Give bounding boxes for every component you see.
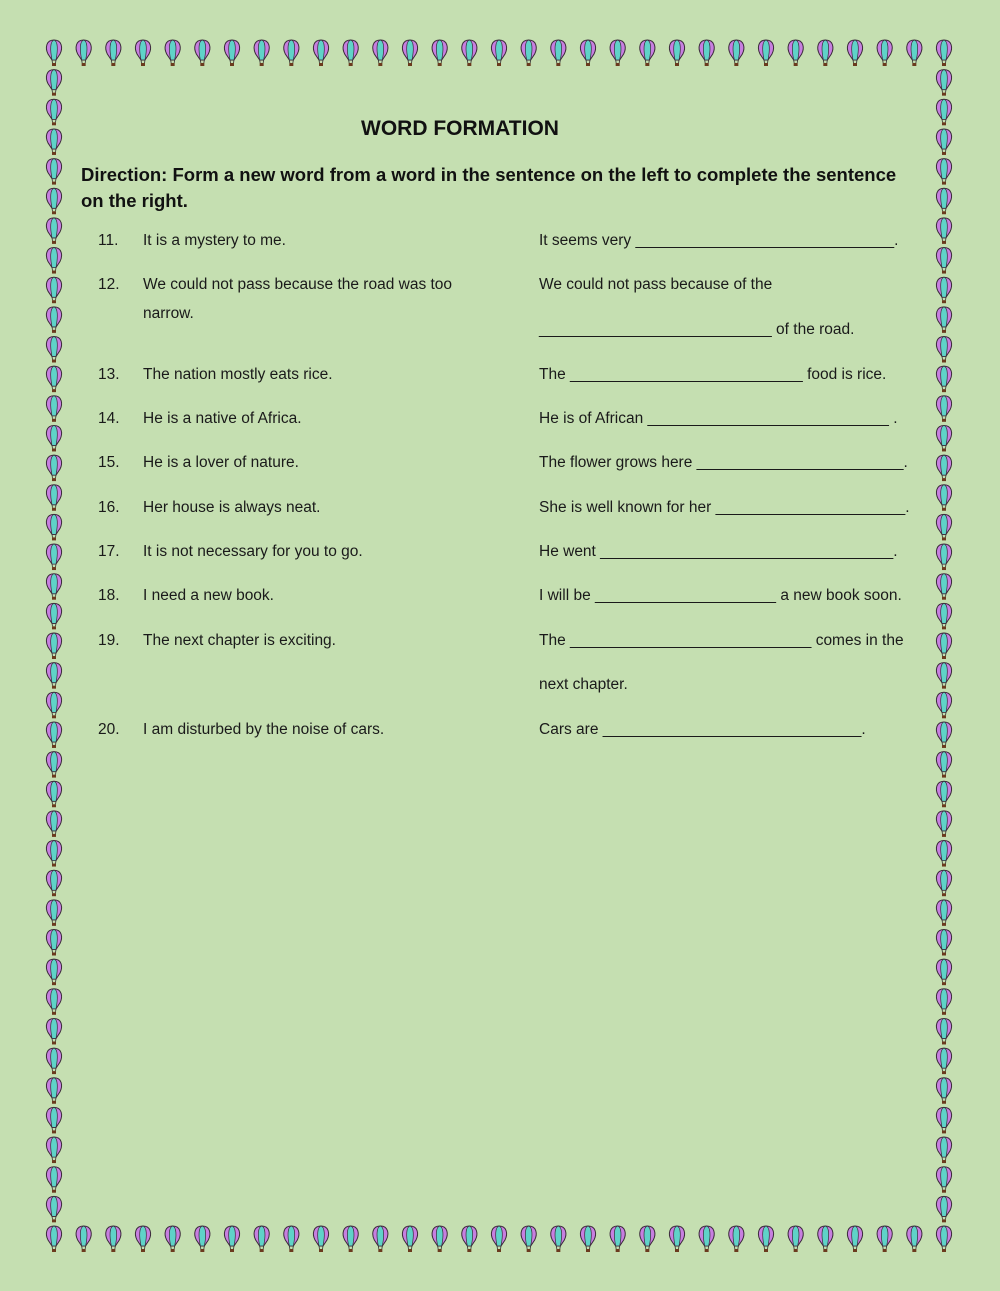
balloon-icon	[46, 514, 61, 540]
balloon-icon	[46, 959, 61, 985]
balloon-icon	[729, 1226, 744, 1252]
balloon-icon	[818, 1226, 833, 1252]
balloon-icon	[46, 307, 61, 333]
balloon-icon	[432, 40, 447, 66]
balloon-icon	[936, 841, 951, 867]
item-prompt: I need a new book.	[143, 587, 274, 604]
balloon-icon	[936, 70, 951, 96]
balloon-icon	[402, 1226, 417, 1252]
balloon-icon	[165, 1226, 180, 1252]
balloon-icon	[758, 40, 773, 66]
item-number: 16.	[98, 499, 120, 516]
balloon-icon	[936, 1018, 951, 1044]
item-prompt: He is a lover of nature.	[143, 454, 299, 471]
balloon-icon	[907, 1226, 922, 1252]
balloon-icon	[640, 1226, 655, 1252]
balloon-icon	[46, 159, 61, 185]
page-title: WORD FORMATION	[361, 117, 559, 140]
balloon-icon	[46, 337, 61, 363]
item-prompt: The next chapter is exciting.	[143, 632, 336, 649]
balloon-icon	[462, 1226, 477, 1252]
balloon-icon	[343, 40, 358, 66]
balloon-icon	[284, 1226, 299, 1252]
balloon-icon	[936, 870, 951, 896]
balloon-icon	[46, 396, 61, 422]
balloon-icon	[936, 1137, 951, 1163]
balloon-icon	[936, 99, 951, 125]
item-number: 18.	[98, 587, 120, 604]
balloon-icon	[521, 40, 536, 66]
balloon-icon	[313, 40, 328, 66]
balloon-icon	[46, 900, 61, 926]
balloon-icon	[46, 752, 61, 778]
balloon-icon	[936, 781, 951, 807]
balloon-icon	[343, 1226, 358, 1252]
balloon-icon	[936, 1167, 951, 1193]
balloon-icon	[936, 1196, 951, 1222]
balloon-icon	[46, 248, 61, 274]
balloon-icon	[46, 1048, 61, 1074]
balloon-icon	[729, 40, 744, 66]
balloon-icon	[936, 692, 951, 718]
balloon-icon	[936, 455, 951, 481]
balloon-icon	[46, 425, 61, 451]
balloon-icon	[847, 40, 862, 66]
balloon-icon	[936, 188, 951, 214]
balloon-icon	[491, 40, 506, 66]
item-answer: The flower grows here ________________________.	[539, 454, 908, 471]
balloon-icon	[284, 40, 299, 66]
balloon-icon	[46, 633, 61, 659]
balloon-icon	[551, 1226, 566, 1252]
item-prompt: I am disturbed by the noise of cars.	[143, 721, 385, 738]
item-number: 11.	[98, 232, 119, 249]
item-prompt: It is not necessary for you to go.	[143, 543, 363, 560]
balloon-icon	[936, 900, 951, 926]
item-number: 14.	[98, 410, 120, 427]
balloon-icon	[847, 1226, 862, 1252]
balloon-icon	[936, 574, 951, 600]
item-answer: I will be _____________________ a new book soon.	[539, 587, 902, 604]
balloon-icon	[46, 574, 61, 600]
item-answer-continued: ___________________________ of the road.	[539, 321, 855, 338]
balloon-icon	[46, 722, 61, 748]
balloon-icon	[46, 1018, 61, 1044]
item-answer: It seems very ______________________________.	[539, 232, 899, 249]
balloon-icon	[936, 1048, 951, 1074]
balloon-icon	[580, 40, 595, 66]
balloon-icon	[135, 1226, 150, 1252]
balloon-icon	[936, 1107, 951, 1133]
balloon-icon	[551, 40, 566, 66]
balloon-icon	[936, 129, 951, 155]
balloon-icon	[936, 366, 951, 392]
balloon-icon	[373, 40, 388, 66]
balloon-icon	[936, 277, 951, 303]
balloon-icon	[936, 307, 951, 333]
balloon-icon	[640, 40, 655, 66]
balloon-icon	[165, 40, 180, 66]
balloon-icon	[46, 70, 61, 96]
balloon-icon	[936, 159, 951, 185]
balloon-icon	[936, 959, 951, 985]
balloon-icon	[936, 218, 951, 244]
balloon-icon	[936, 514, 951, 540]
balloon-icon	[818, 40, 833, 66]
balloon-icon	[46, 188, 61, 214]
balloon-icon	[669, 40, 684, 66]
item-number: 15.	[98, 454, 120, 471]
item-answer: Cars are ______________________________.	[539, 721, 866, 738]
balloon-icon	[936, 663, 951, 689]
balloon-icon	[936, 930, 951, 956]
item-prompt: Her house is always neat.	[143, 499, 321, 516]
balloon-icon	[373, 1226, 388, 1252]
balloon-icon	[580, 1226, 595, 1252]
balloon-icon	[254, 40, 269, 66]
direction-text: Direction: Form a new word from a word in the sentence on the left to complete the sentence on the right.	[81, 164, 897, 211]
balloon-icon	[46, 989, 61, 1015]
balloon-icon	[936, 752, 951, 778]
balloon-icon	[46, 1137, 61, 1163]
balloon-icon	[46, 1196, 61, 1222]
balloon-icon	[46, 218, 61, 244]
balloon-icon	[106, 40, 121, 66]
balloon-icon	[936, 1078, 951, 1104]
item-answer: The ____________________________ comes in the	[539, 632, 904, 649]
balloon-icon	[758, 1226, 773, 1252]
balloon-icon	[46, 603, 61, 629]
balloon-icon	[491, 1226, 506, 1252]
balloon-icon	[254, 1226, 269, 1252]
balloon-icon	[936, 989, 951, 1015]
item-number: 12.	[98, 276, 120, 293]
balloon-icon	[788, 40, 803, 66]
balloon-icon	[936, 485, 951, 511]
balloon-icon	[699, 1226, 714, 1252]
balloon-icon	[432, 1226, 447, 1252]
item-answer: She is well known for her ______________________.	[539, 499, 910, 516]
balloon-icon	[610, 40, 625, 66]
item-number: 17.	[98, 543, 120, 560]
item-answer-continued: next chapter.	[539, 676, 628, 693]
balloon-icon	[936, 40, 951, 66]
balloon-icon	[936, 337, 951, 363]
balloon-icon	[669, 1226, 684, 1252]
balloon-icon	[76, 40, 91, 66]
balloon-icon	[46, 811, 61, 837]
balloon-icon	[135, 40, 150, 66]
item-number: 20.	[98, 721, 120, 738]
balloon-icon	[788, 1226, 803, 1252]
balloon-icon	[46, 841, 61, 867]
item-prompt: The nation mostly eats rice.	[143, 366, 333, 383]
item-answer: He is of African ____________________________ .	[539, 410, 898, 427]
item-prompt: We could not pass because the road was too	[143, 276, 453, 293]
balloon-icon	[402, 40, 417, 66]
balloon-icon	[907, 40, 922, 66]
balloon-icon	[521, 1226, 536, 1252]
balloon-icon	[877, 1226, 892, 1252]
item-answer: He went __________________________________.	[539, 543, 898, 560]
balloon-icon	[936, 811, 951, 837]
item-number: 13.	[98, 366, 120, 383]
balloon-icon	[46, 277, 61, 303]
item-answer: We could not pass because of the	[539, 276, 773, 293]
balloon-icon	[224, 40, 239, 66]
balloon-icon	[46, 692, 61, 718]
balloon-icon	[46, 1167, 61, 1193]
balloon-icon	[46, 40, 61, 66]
balloon-icon	[610, 1226, 625, 1252]
balloon-icon	[46, 544, 61, 570]
balloon-icon	[224, 1226, 239, 1252]
balloon-icon	[936, 248, 951, 274]
balloon-icon	[46, 663, 61, 689]
item-answer: The ___________________________ food is rice.	[539, 366, 887, 383]
balloon-icon	[46, 870, 61, 896]
balloon-icon	[936, 633, 951, 659]
balloon-icon	[462, 40, 477, 66]
balloon-icon	[195, 40, 210, 66]
balloon-icon	[936, 722, 951, 748]
balloon-icon	[936, 544, 951, 570]
balloon-icon	[46, 455, 61, 481]
balloon-icon	[936, 396, 951, 422]
balloon-icon	[936, 1226, 951, 1252]
balloon-icon	[46, 781, 61, 807]
balloon-icon	[46, 1226, 61, 1252]
item-number: 19.	[98, 632, 120, 649]
balloon-icon	[76, 1226, 91, 1252]
item-prompt: It is a mystery to me.	[143, 232, 286, 249]
item-prompt-continued: narrow.	[143, 305, 194, 322]
balloon-icon	[106, 1226, 121, 1252]
balloon-icon	[46, 930, 61, 956]
balloon-icon	[46, 366, 61, 392]
balloon-icon	[46, 1107, 61, 1133]
balloon-icon	[936, 603, 951, 629]
balloon-icon	[699, 40, 714, 66]
balloon-icon	[46, 1078, 61, 1104]
item-prompt: He is a native of Africa.	[143, 410, 302, 427]
balloon-icon	[877, 40, 892, 66]
balloon-icon	[195, 1226, 210, 1252]
balloon-icon	[936, 425, 951, 451]
balloon-icon	[313, 1226, 328, 1252]
balloon-icon	[46, 485, 61, 511]
